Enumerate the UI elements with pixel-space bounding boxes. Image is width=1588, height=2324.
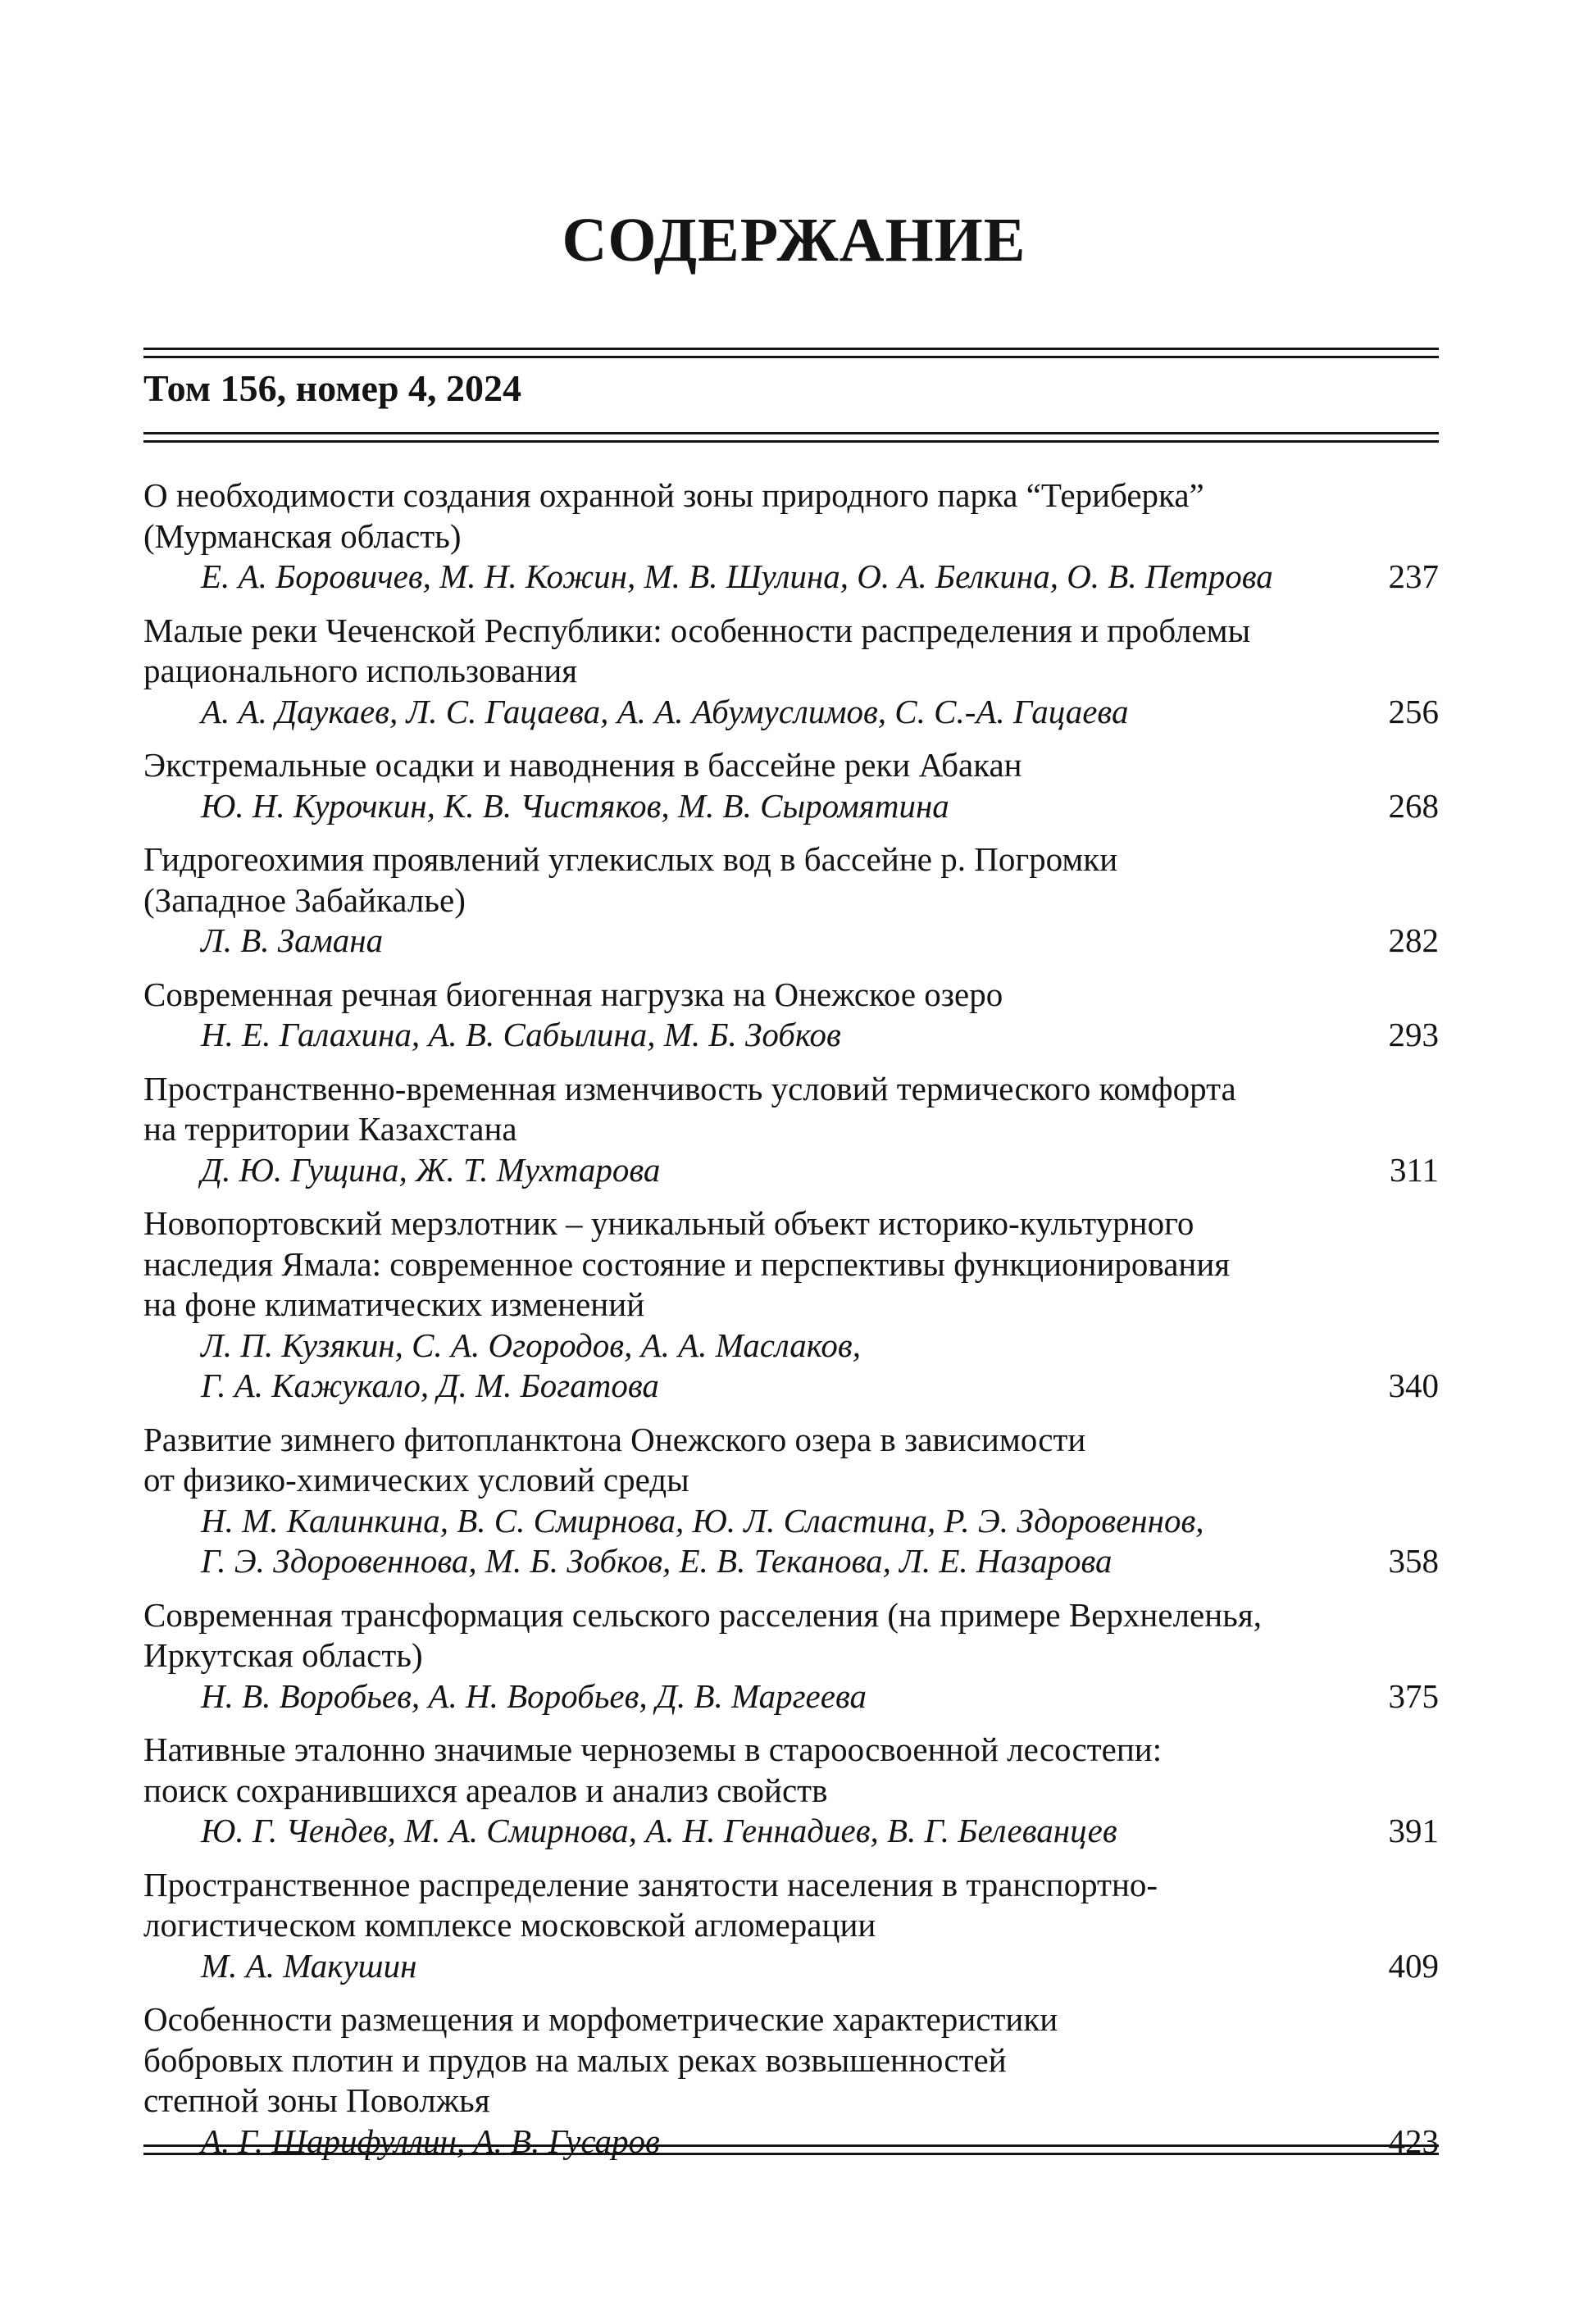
authors-row bbox=[143, 1015, 1439, 1056]
toc-entry[interactable] bbox=[143, 1865, 1439, 1987]
article-authors bbox=[143, 1326, 861, 1407]
author-line: Е. А. Боровичев, М. Н. Кожин, М. В. Шулина, О. А. Белкина, О. В. Петрова bbox=[201, 557, 1273, 595]
article-title-line: поиск сохранившихся ареалов и анализ свойств bbox=[143, 1771, 828, 1809]
toc-entry[interactable] bbox=[143, 745, 1439, 826]
article-authors bbox=[143, 557, 1273, 598]
top-rule-lower bbox=[143, 356, 1439, 358]
authors-row bbox=[143, 1326, 1439, 1407]
issue-heading: Том 156, номер 4, 2024 bbox=[143, 367, 522, 409]
bottom-rule-lower bbox=[143, 2153, 1439, 2155]
author-line: Ю. Н. Курочкин, К. В. Чистяков, М. В. Сыромятина bbox=[201, 786, 949, 825]
authors-row bbox=[143, 921, 1439, 962]
toc-entry[interactable] bbox=[143, 1730, 1439, 1852]
authors-row bbox=[143, 557, 1439, 598]
article-title-line: наследия Ямала: современное состояние и перспективы функционирования bbox=[143, 1244, 1231, 1283]
toc-entry[interactable] bbox=[143, 1069, 1439, 1191]
authors-row bbox=[143, 2122, 1439, 2163]
page-title: СОДЕРЖАНИЕ bbox=[562, 206, 1026, 275]
page-number: 340 bbox=[1388, 1367, 1439, 1404]
page-number: 409 bbox=[1388, 1946, 1439, 1985]
author-line: Н. М. Калинкина, В. С. Смирнова, Ю. Л. Сластина, Р. Э. Здоровеннов, bbox=[201, 1501, 1204, 1539]
article-title-line: Новопортовский мерзлотник – уникальный объект историко-культурного bbox=[143, 1204, 1194, 1242]
article-title-line: логистическом комплексе московской агломерации bbox=[143, 1906, 876, 1944]
article-title-line: степной зоны Поволжья bbox=[143, 2081, 490, 2119]
author-line: А. Г. Шарифуллин, А. В. Гусаров bbox=[201, 2122, 660, 2160]
top-rule-upper bbox=[143, 348, 1439, 350]
authors-row bbox=[143, 786, 1439, 827]
article-title-line: Иркутская область) bbox=[143, 1636, 423, 1674]
article-authors bbox=[143, 1150, 660, 1191]
article-title-line: Современная речная биогенная нагрузка на Онежское озеро bbox=[143, 975, 1003, 1013]
page-number: 311 bbox=[1390, 1150, 1439, 1189]
bottom-rule-upper bbox=[143, 2144, 1439, 2147]
toc-entry[interactable] bbox=[143, 1203, 1439, 1407]
authors-row bbox=[143, 1676, 1439, 1717]
article-authors bbox=[143, 1946, 416, 1987]
issue-rule-lower bbox=[143, 440, 1439, 443]
article-authors bbox=[143, 1676, 867, 1717]
author-line: А. А. Даукаев, Л. С. Гацаева, А. А. Абумуслимов, С. С.-А. Гацаева bbox=[201, 692, 1129, 730]
page-number: 423 bbox=[1388, 2122, 1439, 2160]
author-line: Н. В. Воробьев, А. Н. Воробьев, Д. В. Маргеева bbox=[201, 1676, 867, 1715]
authors-row bbox=[143, 1811, 1439, 1852]
toc-entry[interactable] bbox=[143, 1595, 1439, 1717]
article-authors bbox=[143, 1811, 1117, 1852]
authors-row bbox=[143, 1150, 1439, 1191]
article-authors bbox=[143, 2122, 660, 2163]
authors-row bbox=[143, 1946, 1439, 1987]
author-line: М. А. Макушин bbox=[201, 1946, 417, 1985]
author-line: Г. А. Кажукало, Д. М. Богатова bbox=[201, 1367, 659, 1404]
author-line: Г. Э. Здоровеннова, М. Б. Зобков, Е. В. Теканова, Л. Е. Назарова bbox=[201, 1542, 1113, 1580]
article-title-line: Малые реки Чеченской Республики: особенности распределения и проблемы bbox=[143, 611, 1251, 649]
authors-row bbox=[143, 1501, 1439, 1582]
article-title-line: Нативные эталонно значимые черноземы в староосвоенной лесостепи: bbox=[143, 1730, 1163, 1768]
article-authors bbox=[143, 1501, 1204, 1582]
page-number: 358 bbox=[1388, 1542, 1439, 1580]
article-authors bbox=[143, 692, 1128, 733]
toc-entry[interactable] bbox=[143, 475, 1439, 598]
page-number: 237 bbox=[1388, 557, 1439, 595]
authors-row bbox=[143, 692, 1439, 733]
author-line: Л. П. Кузякин, С. А. Огородов, А. А. Маслаков, bbox=[201, 1326, 861, 1364]
article-title-line: на фоне климатических изменений bbox=[143, 1285, 645, 1323]
toc-entry[interactable] bbox=[143, 1999, 1439, 2162]
article-title-line: на территории Казахстана bbox=[143, 1110, 517, 1148]
issue-rule-upper bbox=[143, 432, 1439, 434]
article-title-line: бобровых плотин и прудов на малых реках возвышенностей bbox=[143, 2040, 1007, 2079]
toc-entry[interactable] bbox=[143, 1420, 1439, 1582]
page-number: 268 bbox=[1388, 786, 1439, 825]
article-authors bbox=[143, 1015, 841, 1056]
article-title-line: (Мурманская область) bbox=[143, 516, 462, 555]
article-title-line: Пространственное распределение занятости населения в транспортно- bbox=[143, 1865, 1158, 1903]
article-title-line: рационального использования bbox=[143, 652, 578, 689]
article-title-line: Современная трансформация сельского расселения (на примере Верхнеленья, bbox=[143, 1595, 1262, 1634]
article-authors bbox=[143, 921, 383, 962]
page-number: 391 bbox=[1388, 1812, 1439, 1849]
page-number: 282 bbox=[1388, 921, 1439, 959]
author-line: Ю. Г. Чендев, М. А. Смирнова, А. Н. Геннадиев, В. Г. Белеванцев bbox=[201, 1812, 1117, 1849]
article-title-line: О необходимости создания охранной зоны природного парка “Териберка” bbox=[143, 476, 1204, 514]
toc-entry[interactable] bbox=[143, 975, 1439, 1056]
table-of-contents bbox=[143, 475, 1439, 2162]
article-title-line: Развитие зимнего фитопланктона Онежского озера в зависимости bbox=[143, 1420, 1086, 1458]
author-line: Д. Ю. Гущина, Ж. Т. Мухтарова bbox=[201, 1150, 661, 1189]
toc-entry[interactable] bbox=[143, 839, 1439, 962]
article-title-line: от физико-химических условий среды bbox=[143, 1461, 689, 1499]
page-number: 375 bbox=[1388, 1676, 1439, 1715]
author-line: Н. Е. Галахина, А. В. Сабылина, М. Б. Зобков bbox=[201, 1016, 841, 1053]
article-title-line: Экстремальные осадки и наводнения в бассейне реки Абакан bbox=[143, 746, 1022, 784]
author-line: Л. В. Замана bbox=[201, 921, 384, 959]
article-title-line: (Западное Забайкалье) bbox=[143, 880, 466, 919]
page-number: 293 bbox=[1388, 1016, 1439, 1053]
article-title-line: Гидрогеохимия проявлений углекислых вод в бассейне р. Погромки bbox=[143, 840, 1118, 878]
article-title-line: Пространственно-временная изменчивость условий термического комфорта bbox=[143, 1069, 1236, 1107]
article-title-line: Особенности размещения и морфометрические характеристики bbox=[143, 2000, 1058, 2038]
toc-entry[interactable] bbox=[143, 611, 1439, 733]
page-number: 256 bbox=[1388, 692, 1439, 730]
article-authors bbox=[143, 786, 949, 827]
